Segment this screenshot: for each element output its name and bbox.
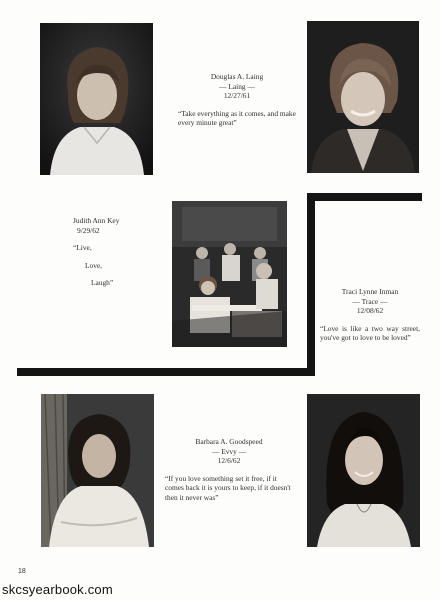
portrait-photo-top-right	[307, 21, 419, 173]
portrait-image	[41, 394, 154, 547]
portrait-photo-top-left	[40, 23, 153, 175]
portrait-photo-bottom-right	[307, 394, 420, 547]
entry-douglas-laing	[172, 72, 302, 128]
portrait-image	[307, 21, 419, 173]
entry-judith-key	[73, 216, 163, 288]
student-name: Traci Lynne Inman	[341, 287, 399, 296]
student-nickname: — Trace —	[352, 296, 388, 306]
student-quote: “If you love something set it free, if it comes back it is yours to keep, if it doesn't then it never was”	[165, 473, 291, 502]
student-name: Douglas A. Laing	[210, 72, 264, 81]
student-name: Judith Ann Key	[73, 216, 120, 225]
classroom-image	[172, 201, 287, 347]
student-birthdate: 12/27/61	[223, 91, 251, 101]
portrait-image	[40, 23, 153, 175]
footer-watermark: skcsyearbook.com	[2, 582, 113, 597]
page-number: 18	[18, 568, 26, 575]
student-birthdate: 12/08/62	[356, 306, 384, 316]
student-nickname: — Evvy —	[211, 446, 247, 456]
entry-barbara-goodspeed	[165, 437, 293, 503]
student-quote-line-2: Love,	[85, 260, 103, 270]
portrait-image	[307, 394, 420, 547]
student-name: Barbara A. Goodspeed	[195, 437, 263, 446]
frame-bar-top	[307, 193, 422, 201]
student-quote: “Take everything as it comes, and make every minute great”	[178, 108, 296, 128]
student-quote: “Love is like a two way street, you've got to love to be loved”	[320, 323, 420, 343]
student-quote-line-1: “Live,	[73, 243, 92, 253]
student-birthdate: 12/6/62	[217, 456, 241, 466]
student-birthdate: 9/29/62	[77, 225, 100, 235]
classroom-candid-photo	[172, 201, 287, 347]
entry-traci-inman	[320, 287, 420, 343]
student-nickname: — Laing —	[219, 81, 255, 91]
portrait-photo-bottom-left	[41, 394, 154, 547]
student-quote-line-3: Laugh”	[91, 278, 114, 288]
frame-bar-bottom	[17, 368, 315, 376]
frame-bar-left-vertical	[307, 193, 315, 369]
